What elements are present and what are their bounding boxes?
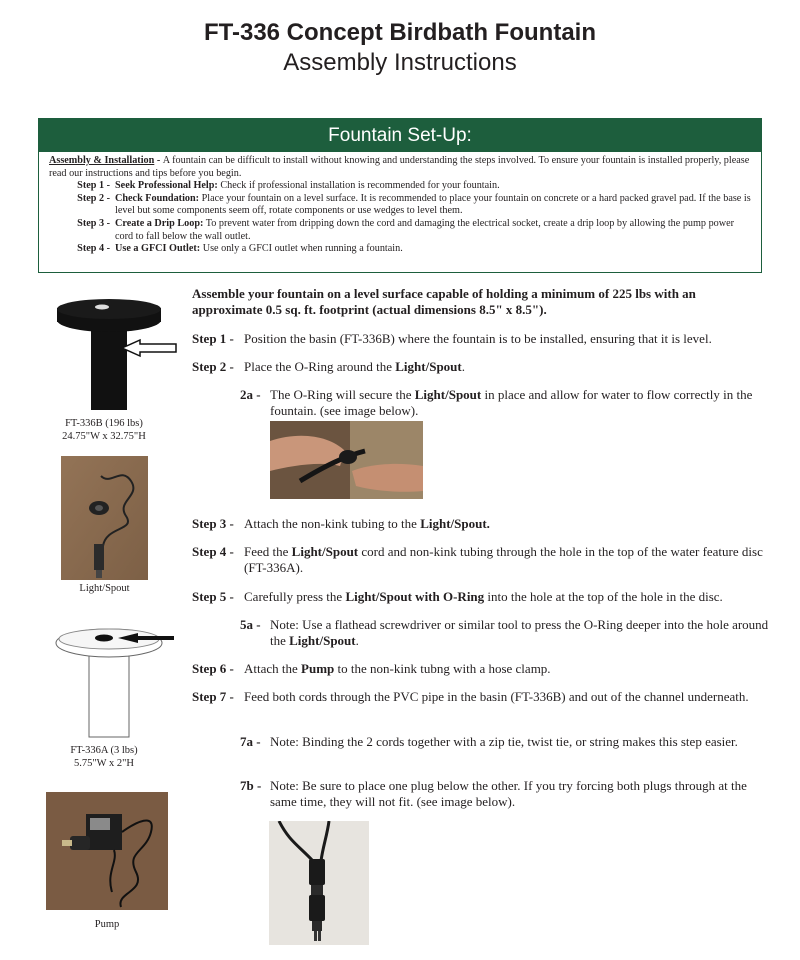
tip-title: Use a GFCI Outlet:: [115, 243, 201, 255]
light-spout-photo: [61, 456, 148, 580]
step-7a: [240, 734, 770, 750]
step-2a: [240, 387, 770, 419]
step-5a: [240, 617, 770, 649]
step-text-end: .: [461, 359, 465, 374]
setup-heading: Fountain Set-Up:: [39, 119, 761, 152]
step-text: Feed the: [244, 544, 292, 559]
substep-text: Note: Binding the 2 cords together with a zip tie, twist tie, or string makes this step easier.: [270, 734, 738, 749]
substep-text: The O-Ring will secure the: [270, 387, 415, 402]
disc-drawing: [52, 625, 180, 740]
o-ring-photo: [270, 421, 423, 499]
setup-tip: [49, 218, 751, 243]
step-number: Step 2 -: [192, 359, 234, 374]
tip-text: Use only a GFCI outlet when running a fountain.: [200, 243, 403, 255]
setup-intro: [49, 155, 751, 180]
step-text-end: to the non-kink tubng with a hose clamp.: [334, 661, 551, 676]
substep-emphasis: Light/Spout: [289, 633, 356, 648]
step-number: Step 4 -: [192, 544, 234, 559]
disc-label: FT-336A (3 lbs): [70, 745, 138, 756]
step-text: Attach the non-kink tubing to the: [244, 516, 421, 531]
tip-title: Seek Professional Help:: [115, 180, 218, 192]
step-text-end: cord and non-kink tubing through the hole in the top of the water feature disc (FT-336A).: [244, 544, 763, 575]
tip-number: Step 2 -: [77, 192, 110, 204]
document-title: FT-336 Concept Birdbath Fountain: [203, 19, 596, 46]
light-spout-caption: Light/Spout: [79, 583, 130, 594]
intro-separator: -: [154, 155, 163, 166]
substep-number: 2a -: [240, 387, 261, 402]
step-text: Feed both cords through the PVC pipe in the basin (FT-336B) and out of the channel underneath.: [244, 689, 749, 704]
step-7: [192, 689, 772, 705]
tip-number: Step 1 -: [77, 180, 110, 192]
step-emphasis: Light/Spout: [395, 359, 462, 374]
substep-number: 5a -: [240, 617, 261, 632]
step-text: Place the O-Ring around the: [244, 359, 396, 374]
substep-number: 7b -: [240, 778, 262, 793]
step-4: [192, 544, 772, 576]
step-emphasis: Light/Spout.: [420, 516, 490, 531]
disc-dimensions: 5.75"W x 2"H: [73, 758, 134, 769]
basin-caption: [40, 417, 168, 443]
step-text: Position the basin (FT-336B) where the fountain is to be installed, ensuring that it is level.: [244, 331, 712, 346]
setup-body: [39, 152, 761, 256]
tip-text: Check if professional installation is recommended for your fountain.: [217, 180, 500, 192]
setup-tip: [49, 243, 751, 256]
step-number: Step 3 -: [192, 516, 234, 531]
step-text-end: into the hole at the top of the hole in the disc.: [484, 589, 723, 604]
pump-caption: Pump: [94, 919, 120, 930]
tip-title: Check Foundation:: [115, 192, 200, 204]
step-5: [192, 589, 772, 605]
tip-text: To prevent water from dripping down the cord and damaging the electrical socket, create a drip loop by allowing the pump power cord to fall below the wall outlet.: [115, 217, 735, 242]
step-emphasis: Light/Spout with O-Ring: [345, 589, 485, 604]
step-1: [192, 331, 772, 347]
substep-emphasis: Light/Spout: [414, 387, 482, 402]
tip-number: Step 3 -: [77, 217, 110, 229]
step-number: Step 6 -: [192, 661, 234, 676]
lead-instruction: Assemble your fountain on a level surface capable of holding a minimum of 225 lbs with an approximate 0.5 sq. ft. footprint (actual dimensions 8.5" x 8.5").: [192, 286, 696, 317]
substep-text: Note: Use a flathead screwdriver or similar tool to press the O-Ring deeper into the hole around the: [270, 617, 769, 648]
setup-tip: [49, 193, 751, 218]
step-text: Attach the: [244, 661, 302, 676]
step-number: Step 5 -: [192, 589, 234, 604]
step-number: Step 1 -: [192, 331, 234, 346]
basin-label: FT-336B (196 lbs): [65, 418, 143, 429]
basin-dimensions: 24.75"W x 32.75"H: [62, 431, 146, 442]
tip-number: Step 4 -: [77, 243, 110, 255]
intro-label: Assembly & Installation: [49, 155, 155, 166]
substep-text-end: .: [355, 633, 359, 648]
step-3: [192, 516, 772, 532]
plugs-photo: [269, 821, 369, 945]
pump-photo: [46, 792, 168, 910]
tip-text: Place your fountain on a level surface. It is recommended to place your fountain on concrete or a hard packed gravel pad. If the base is level but some components seem off, rotate components or use wedges to level them.: [115, 192, 751, 217]
step-emphasis: Pump: [301, 661, 335, 676]
intro-text: A fountain can be difficult to install without knowing and understanding the steps involved. To ensure your fountain is installed properly, please read our instructions and tips before you begin.: [49, 155, 750, 179]
document-subtitle: Assembly Instructions: [283, 49, 517, 76]
substep-text: Note: Be sure to place one plug below the other. If you try forcing both plugs through at the same time, they will not fit. (see image below).: [270, 778, 747, 809]
step-7b: [240, 778, 770, 810]
basin-drawing: [52, 296, 182, 412]
substep-text-end: in place and allow for water to flow correctly in the fountain. (see image below).: [270, 387, 753, 418]
step-text: Carefully press the: [244, 589, 346, 604]
step-emphasis: Light/Spout: [291, 544, 359, 559]
substep-number: 7a -: [240, 734, 261, 749]
disc-caption: [40, 744, 168, 770]
fountain-setup-panel: [38, 118, 762, 273]
tip-title: Create a Drip Loop:: [115, 217, 204, 229]
step-6: [192, 661, 772, 677]
step-2: [192, 359, 772, 375]
step-number: Step 7 -: [192, 689, 234, 704]
setup-tip: [49, 180, 751, 193]
